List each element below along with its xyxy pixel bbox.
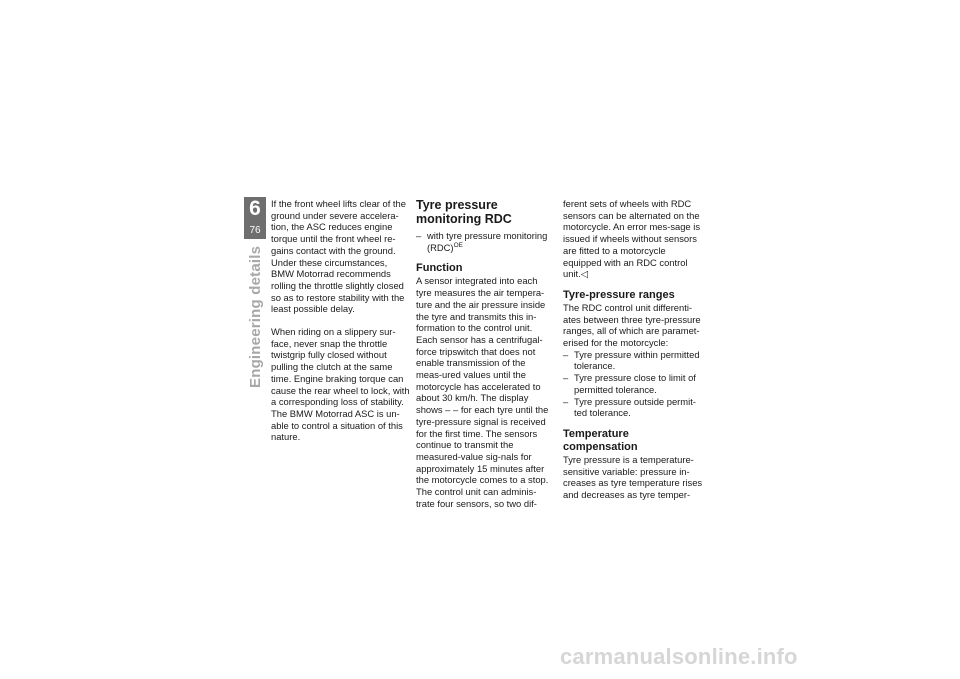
page-number: 76: [249, 225, 261, 236]
list-item-range-1: – Tyre pressure within permitted tolerance.: [563, 349, 703, 372]
option-item-text: with tyre pressure monitoring (RDC): [427, 230, 548, 253]
list-item-range-2: – Tyre pressure close to limit of permitted tolerance.: [563, 372, 703, 395]
paragraph-wheel-sets: ferent sets of wheels with RDC sensors can be alternated on the motorcycle. An error mes-sage is issued if wheels without sensors are fitted to a motorcycle equipped with an RDC control unit.◁: [563, 198, 701, 280]
paragraph-pressure-ranges: The RDC control unit differenti-ates between three tyre-pressure ranges, all of which are paramet-erised for the motorcycle:: [563, 301, 701, 349]
list-item-range-3: – Tyre pressure outside permit-ted tolerance.: [563, 396, 703, 419]
subheading-pressure-ranges: Tyre-pressure ranges: [563, 288, 675, 301]
paragraph-slippery-surface: When riding on a slippery sur-face, never snap the throttle twistgrip fully closed without pulling the clutch at the same time. Engine braking torque can cause the rear wheel to lock, with a corresponding loss of stability. The BMW Motorrad ASC is un-able to control a situation of this nature.: [271, 326, 410, 443]
paragraph-control-unit: The control unit can adminis-trate four sensors, so two dif-: [416, 486, 537, 509]
paragraph-function: A sensor integrated into each tyre measures the air tempera-ture and the air pressure inside the tyre and transmits this in-formation to the control unit. Each sensor has a centrifugal-force tripswitch that does not enable transmission of the meas-ured values until the motorcycle has accelerated to about 30 km/h. The display shows – – for each tyre until the tyre-pressure signal is received for the first time. The sensors continue to transmit the measured-value sig-nals for approximately 15 minutes after the motorcycle comes to a stop.: [416, 275, 549, 486]
watermark-text: carmanualsonline.info: [560, 644, 798, 669]
paragraph-temperature: Tyre pressure is a temperature-sensitive variable: pressure in-creases as tyre temperature rises and decreases as tyre temper-: [563, 453, 703, 501]
text-column-1: [271, 198, 411, 443]
text-column-2: [416, 198, 554, 509]
subheading-function: Function: [416, 262, 463, 275]
chapter-number: 6: [249, 197, 261, 220]
section-heading-rdc: Tyre pressure monitoring RDC: [416, 198, 512, 226]
paragraph-asc-front-wheel: If the front wheel lifts clear of the ground under severe accelera-tion, the ASC reduces engine torque until the front wheel re-gains contact with the ground. Under these circumstances, BMW Motorrad recommends rolling the throttle slightly closed so as to restore stability with the least possible delay.: [271, 198, 406, 315]
chapter-title: Engineering details: [247, 245, 264, 388]
oe-superscript: OE: [453, 241, 463, 249]
subheading-temperature-compensation: Temperature compensation: [563, 427, 638, 453]
option-item-rdc: [416, 230, 554, 253]
text-column-3: [563, 198, 703, 501]
